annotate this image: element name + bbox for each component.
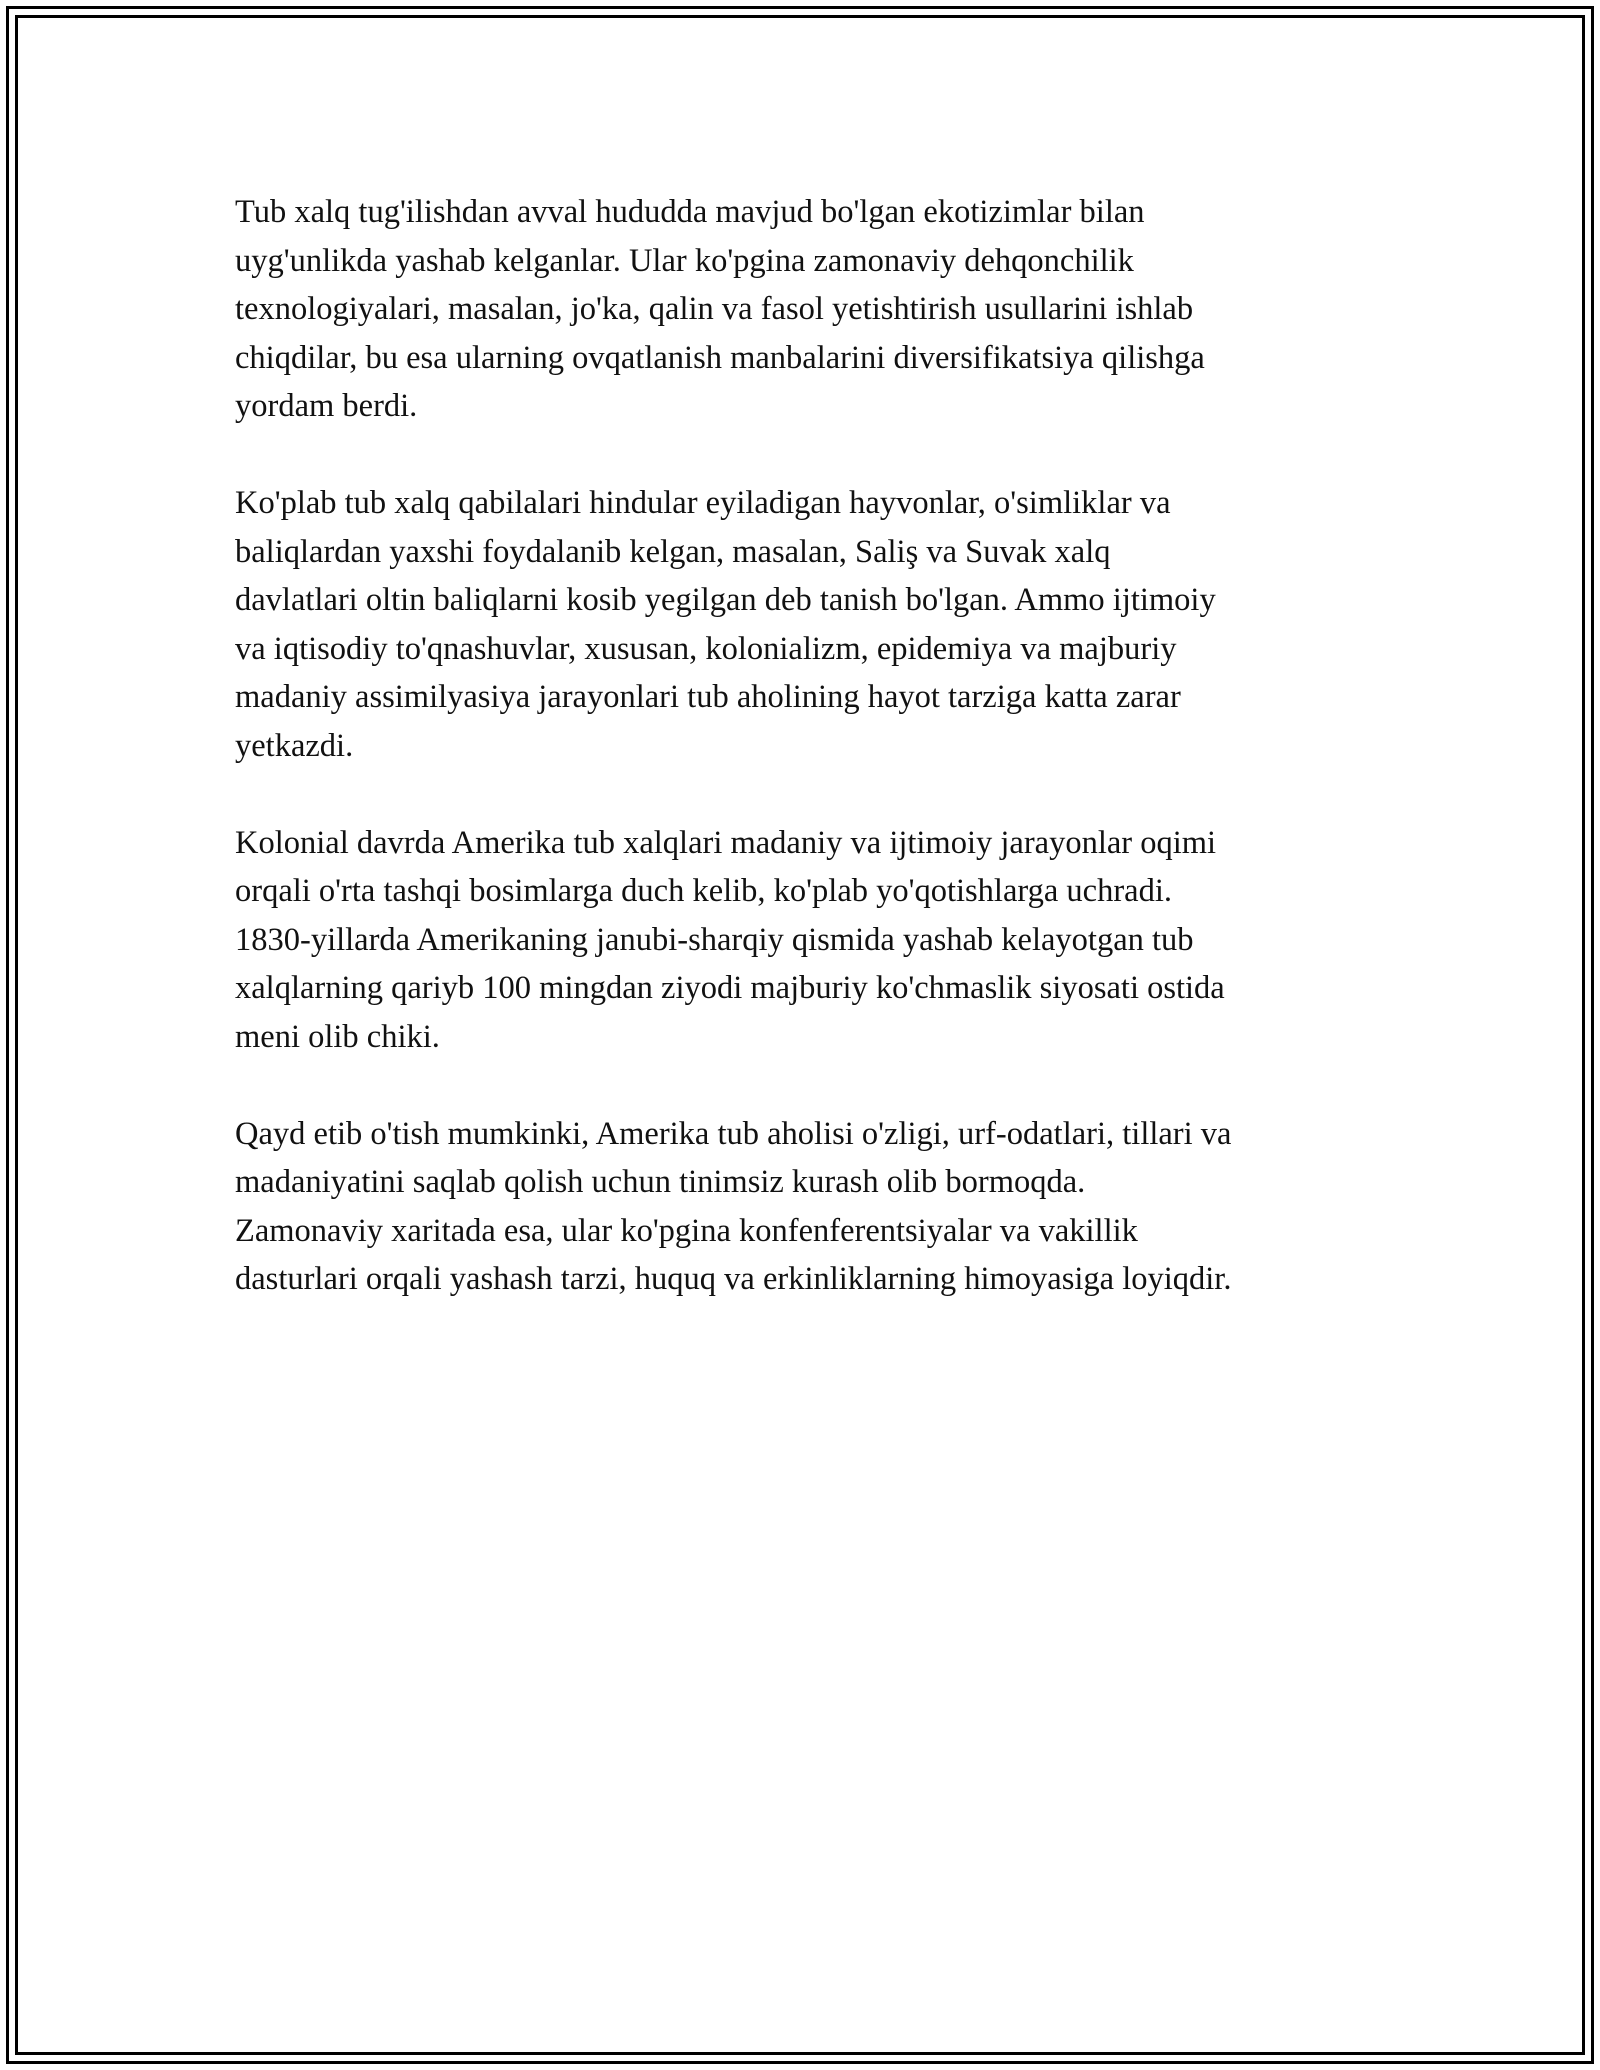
- paragraph-1: Tub xalq tug'ilishdan avval hududda mavjud bo'lgan ekotizimlar bilan uyg'unlikda yashab kelganlar. Ular ko'pgina zamonaviy dehqonchilik texnologiyalari, masalan, jo'ka, qalin va fasol yetishtirish usullarini ishlab chiqdilar, bu esa ularning ovqatlanish manbalarini diversifikatsiya qilishga yordam berdi.: [235, 194, 1205, 424]
- document-body: [235, 188, 1375, 1352]
- paragraph-4: Qayd etib o'tish mumkinki, Amerika tub aholisi o'zligi, urf-odatlari, tillari va madaniyatini saqlab qolish uchun tinimsiz kurash olib bormoqda. Zamonaviy xaritada esa, ular ko'pgina konfenferentsiyalar va vakillik dasturlari orqali yashash tarzi, huquq va erkinliklarning himoyasiga loyiqdir.: [235, 1115, 1232, 1297]
- paragraph-2: Ko'plab tub xalq qabilalari hindular eyiladigan hayvonlar, o'simliklar va baliqlardan yaxshi foydalanib kelgan, masalan, Saliş va Suvak xalq davlatlari oltin baliqlarni kosib yegilgan deb tanish bo'lgan. Ammo ijtimoiy va iqtisodiy to'qnashuvlar, xususan, kolonializm, epidemiya va majburiy madaniy assimilyasiya jarayonlari tub aholining hayot tarziga katta zarar yetkazdi.: [235, 485, 1216, 764]
- paragraph-3: Kolonial davrda Amerika tub xalqlari madaniy va ijtimoiy jarayonlar oqimi orqali o'rta tashqi bosimlarga duch kelib, ko'plab yo'qotishlarga uchradi. 1830-yillarda Amerikaning janubi-sharqiy qismida yashab kelayotgan tub xalqlarning qariyb 100 mingdan ziyodi majburiy ko'chmaslik siyosati ostida meni olib chiki.: [235, 824, 1225, 1055]
